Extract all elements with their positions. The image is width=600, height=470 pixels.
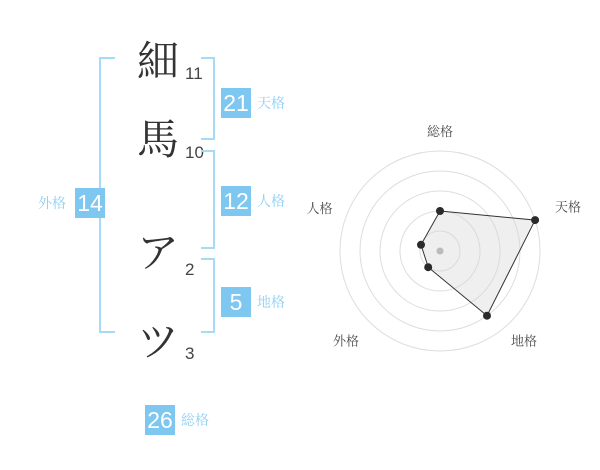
soukaku-label: 総格: [181, 412, 209, 428]
radar-axis-label: 天格: [554, 199, 582, 215]
radar-data-polygon: [421, 211, 535, 316]
stroke-count-3: 2: [185, 260, 195, 279]
radar-axis-label: 外格: [332, 333, 360, 349]
gaikaku-label: 外格: [38, 195, 66, 211]
name-char-3: ア: [136, 229, 179, 276]
chikaku-label: 地格: [257, 294, 285, 310]
radar-data-point: [531, 216, 539, 224]
tenkaku-bracket: [201, 57, 215, 140]
radar-data-point: [483, 312, 491, 320]
radar-data-point: [424, 263, 432, 271]
fortune-radar-chart: [295, 105, 600, 400]
jinkaku-bracket: [201, 150, 215, 249]
radar-center-dot: [437, 248, 444, 255]
soukaku-value-box: 26: [145, 405, 175, 435]
name-char-4: ツ: [136, 318, 179, 365]
radar-axis-label: 地格: [510, 333, 538, 349]
stroke-count-2: 10: [185, 143, 204, 162]
tenkaku-label: 天格: [257, 95, 285, 111]
name-char-2: 馬: [136, 116, 179, 163]
stroke-count-4: 3: [185, 344, 195, 363]
jinkaku-label: 人格: [257, 193, 285, 209]
chikaku-bracket: [201, 258, 215, 333]
radar-axis-label: 人格: [306, 201, 333, 216]
stroke-count-1: 11: [185, 64, 203, 83]
tenkaku-value-box: 21: [221, 88, 251, 118]
jinkaku-value-box: 12: [221, 186, 251, 216]
gaikaku-value-box: 14: [75, 188, 105, 218]
radar-data-point: [436, 207, 444, 215]
radar-data-point: [417, 241, 425, 249]
name-char-1: 細: [136, 38, 179, 85]
chikaku-value-box: 5: [221, 287, 251, 317]
radar-axis-label: 総格: [426, 124, 454, 139]
